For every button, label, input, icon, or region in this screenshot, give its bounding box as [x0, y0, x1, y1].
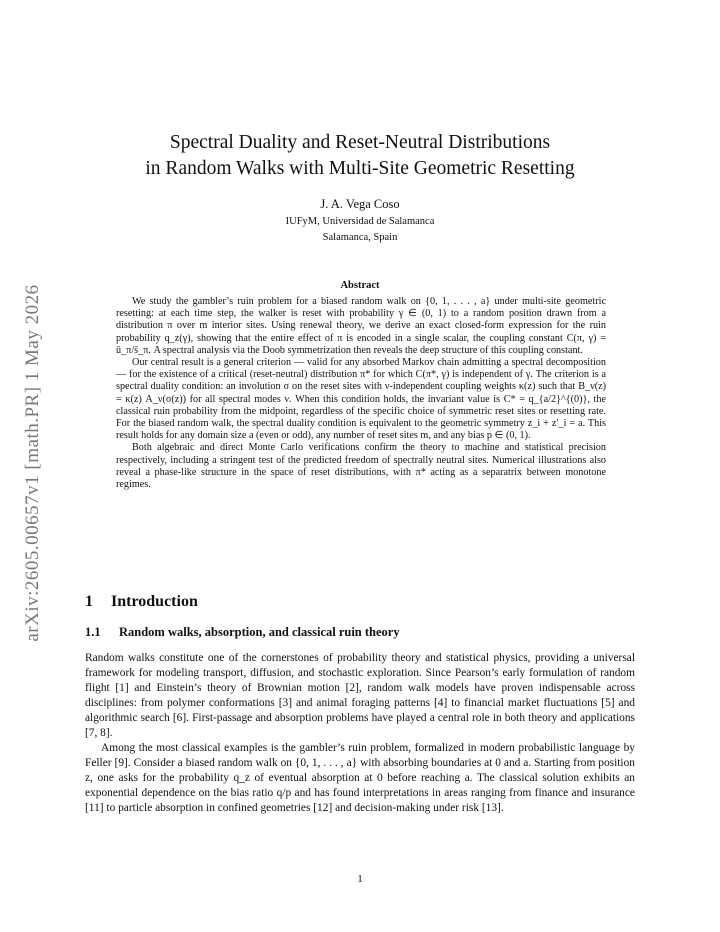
abstract-paragraph-2: Our central result is a general criterion — valid for any absorbed Markov chain admitting a spectral decomposition — for the existence of a critical (reset-neutral) distribution π* for which C(π*, γ) is independent of γ. The criterion is a spectral duality condition: an involution σ on the reset sites with ν-independent coupling weights κ(z) such that B_ν(z) = κ(z) A_ν(σ(z)) for all spectral modes ν. When this condition holds, the invariant value is C* = q_{a/2}^{(0)}, the classical ruin probability from the midpoint, regardless of the specific choice of symmetric reset sites or resetting rate. For the biased random walk, the spectral duality condition is equivalent to the geometric symmetry z_i + z′_i = a. This result holds for any domain size a (even or odd), any number of reset sites m, and any bias p ∈ (0, 1).: [116, 357, 606, 442]
title-line-1: Spectral Duality and Reset-Neutral Distributions: [169, 132, 551, 153]
body-paragraph-2: Among the most classical examples is the gambler’s ruin problem, formalized in modern probabilistic language by Feller [9]. Consider a biased random walk on {0, 1, . . . , a} with absorbing boundaries at 0 and a. Starting from position z, one asks for the probability q_z of eventual absorption at 0 before reaching a. The classical solution exhibits an exponential dependence on the bias ratio q/p and has found interpretations in areas ranging from finance and insurance [11] to particle absorption in confined geometries [12] and decision-making under risk [13].: [85, 742, 635, 815]
arxiv-identifier: arXiv:2605.00657v1 [math.PR] 1 May 2026: [22, 284, 43, 642]
abstract-paragraph-3: Both algebraic and direct Monte Carlo verifications confirm the theory to machine and statistical precision respectively, including a stringent test of the predicted freedom of spectrally neutral sites. Numerical illustrations also reveal a phase-like structure in the space of reset distributions, with π* acting as a separatrix between monotone regimes.: [116, 442, 606, 491]
section-body: [85, 651, 635, 817]
section-number: 1: [85, 593, 93, 610]
affiliation-line-1: IUFyM, Universidad de Salamanca: [285, 216, 435, 227]
subsection-number: 1.1: [85, 625, 101, 639]
section-heading: [85, 593, 198, 611]
page-number: 1: [357, 873, 363, 885]
abstract-body: [116, 296, 606, 491]
paper-title: [120, 130, 600, 182]
abstract-paragraph-1: We study the gambler’s ruin problem for a biased random walk on {0, 1, . . . , a} under multi-site geometric resetting: at each time step, the walker is reset with probability γ ∈ (0, 1) to a random position drawn from a distribution π over m interior sites. Using renewal theory, we derive an exact closed-form expression for the ruin probability q_z(γ), showing that the entire effect of π is encoded in a single scalar, the coupling constant C(π, γ) = ū_π/s̄_π. A spectral analysis via the Doob symmetrization then reveals the deep structure of this coupling constant.: [116, 296, 606, 356]
abstract-heading: Abstract: [340, 280, 380, 291]
subsection-heading: [85, 625, 400, 640]
body-paragraph-1: Random walks constitute one of the cornerstones of probability theory and statistical physics, providing a universal framework for modeling transport, diffusion, and stochastic exploration. Since Pearson’s early formulation of random flight [1] and Einstein’s theory of Brownian motion [2], random walk models have proven indispensable across disciplines: from polymer conformations [3] and animal foraging patterns [4] to financial market fluctuations [5] and algorithmic search [6]. First-passage and absorption problems have played a central role in both theory and applications [7, 8].: [85, 652, 635, 740]
section-title: Introduction: [111, 593, 198, 610]
title-line-2: in Random Walks with Multi-Site Geometric Resetting: [145, 158, 575, 179]
affiliation-line-2: Salamanca, Spain: [322, 232, 398, 243]
author-name: J. A. Vega Coso: [320, 197, 400, 211]
subsection-title: Random walks, absorption, and classical ruin theory: [119, 625, 400, 639]
